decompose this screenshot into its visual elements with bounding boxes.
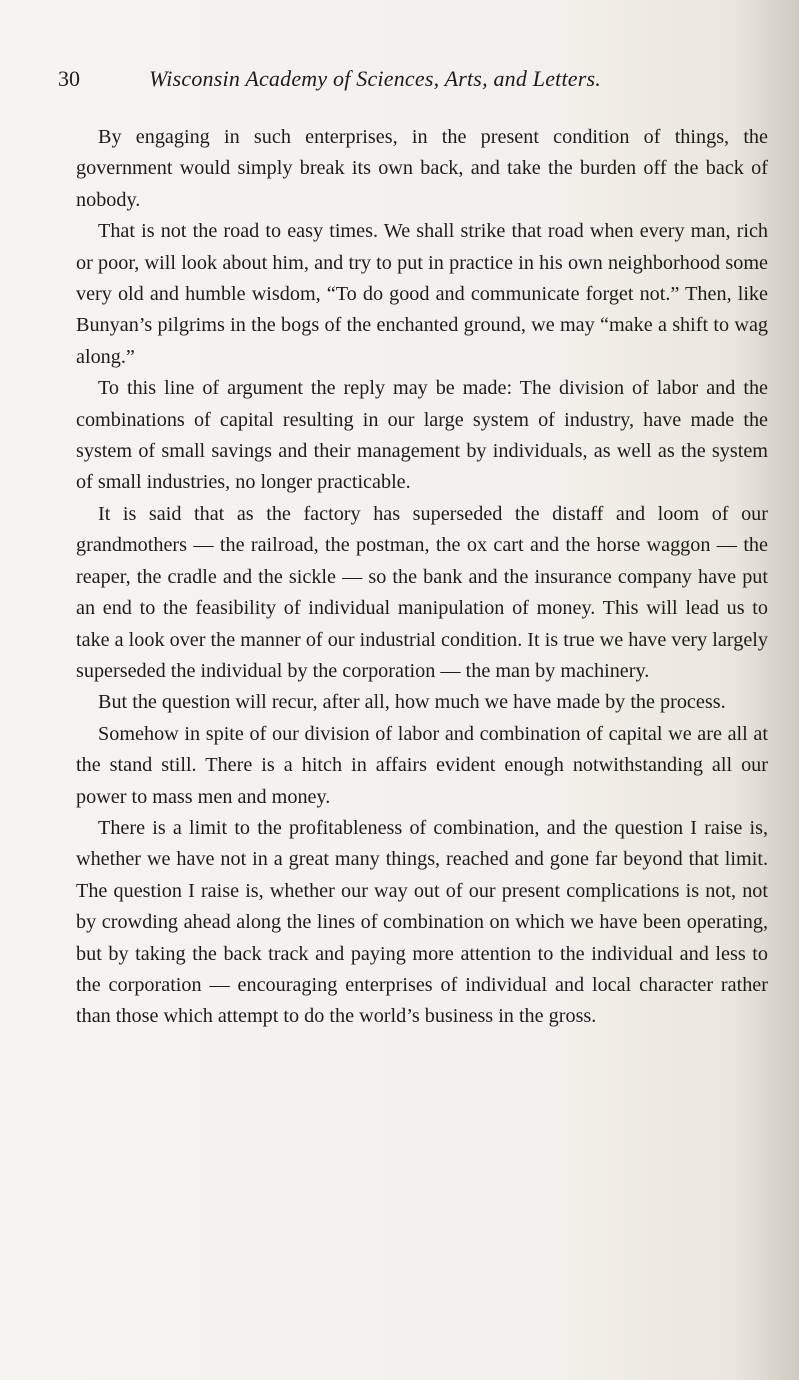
- page-number: 30: [58, 66, 80, 91]
- journal-title: Wisconsin Academy of Sciences, Arts, and Letters.: [149, 66, 601, 91]
- running-head: [58, 64, 738, 94]
- body-text: [76, 122, 768, 1033]
- paragraph: That is not the road to easy times. We shall strike that road when every man, rich or poor, will look about him, and try to put in practice in his own neighborhood some very old and humble wisdom, “To do good and communicate forget not.” Then, like Bunyan’s pilgrims in the bogs of the enchanted ground, we may “make a shift to wag along.”: [76, 220, 768, 368]
- paragraph: Somehow in spite of our division of labor and combination of capital we are all at the stand still. There is a hitch in affairs evident enough notwithstanding all our power to mass men and money.: [76, 722, 768, 808]
- paragraph: There is a limit to the profitableness of combination, and the question I raise is, whether we have not in a great many things, reached and gone far beyond that limit. The question I raise is, whether our way out of our present complications is not, not by crowding ahead along the lines of combination on which we have been operating, but by taking the back track and paying more attention to the individual and less to the corporation — encouraging enterprises of individual and local character rather than those which attempt to do the world’s business in the gross.: [76, 816, 768, 1028]
- paragraph: It is said that as the factory has superseded the distaff and loom of our grandmothers — the railroad, the postman, the ox cart and the horse waggon — the reaper, the cradle and the sickle — so the bank and the insurance company have put an end to the feasibility of individual manipulation of money. This will lead us to take a look over the manner of our industrial condition. It is true we have very largely superseded the individual by the corporation — the man by machinery.: [76, 502, 768, 682]
- paragraph: To this line of argument the reply may be made: The division of labor and the combinations of capital resulting in our large system of industry, have made the system of small savings and their management by individuals, as well as the system of small industries, no longer practicable.: [76, 377, 768, 494]
- paragraph: By engaging in such enterprises, in the present condition of things, the government would simply break its own back, and take the burden off the back of nobody.: [76, 126, 768, 211]
- paragraph: But the question will recur, after all, how much we have made by the process.: [98, 691, 726, 714]
